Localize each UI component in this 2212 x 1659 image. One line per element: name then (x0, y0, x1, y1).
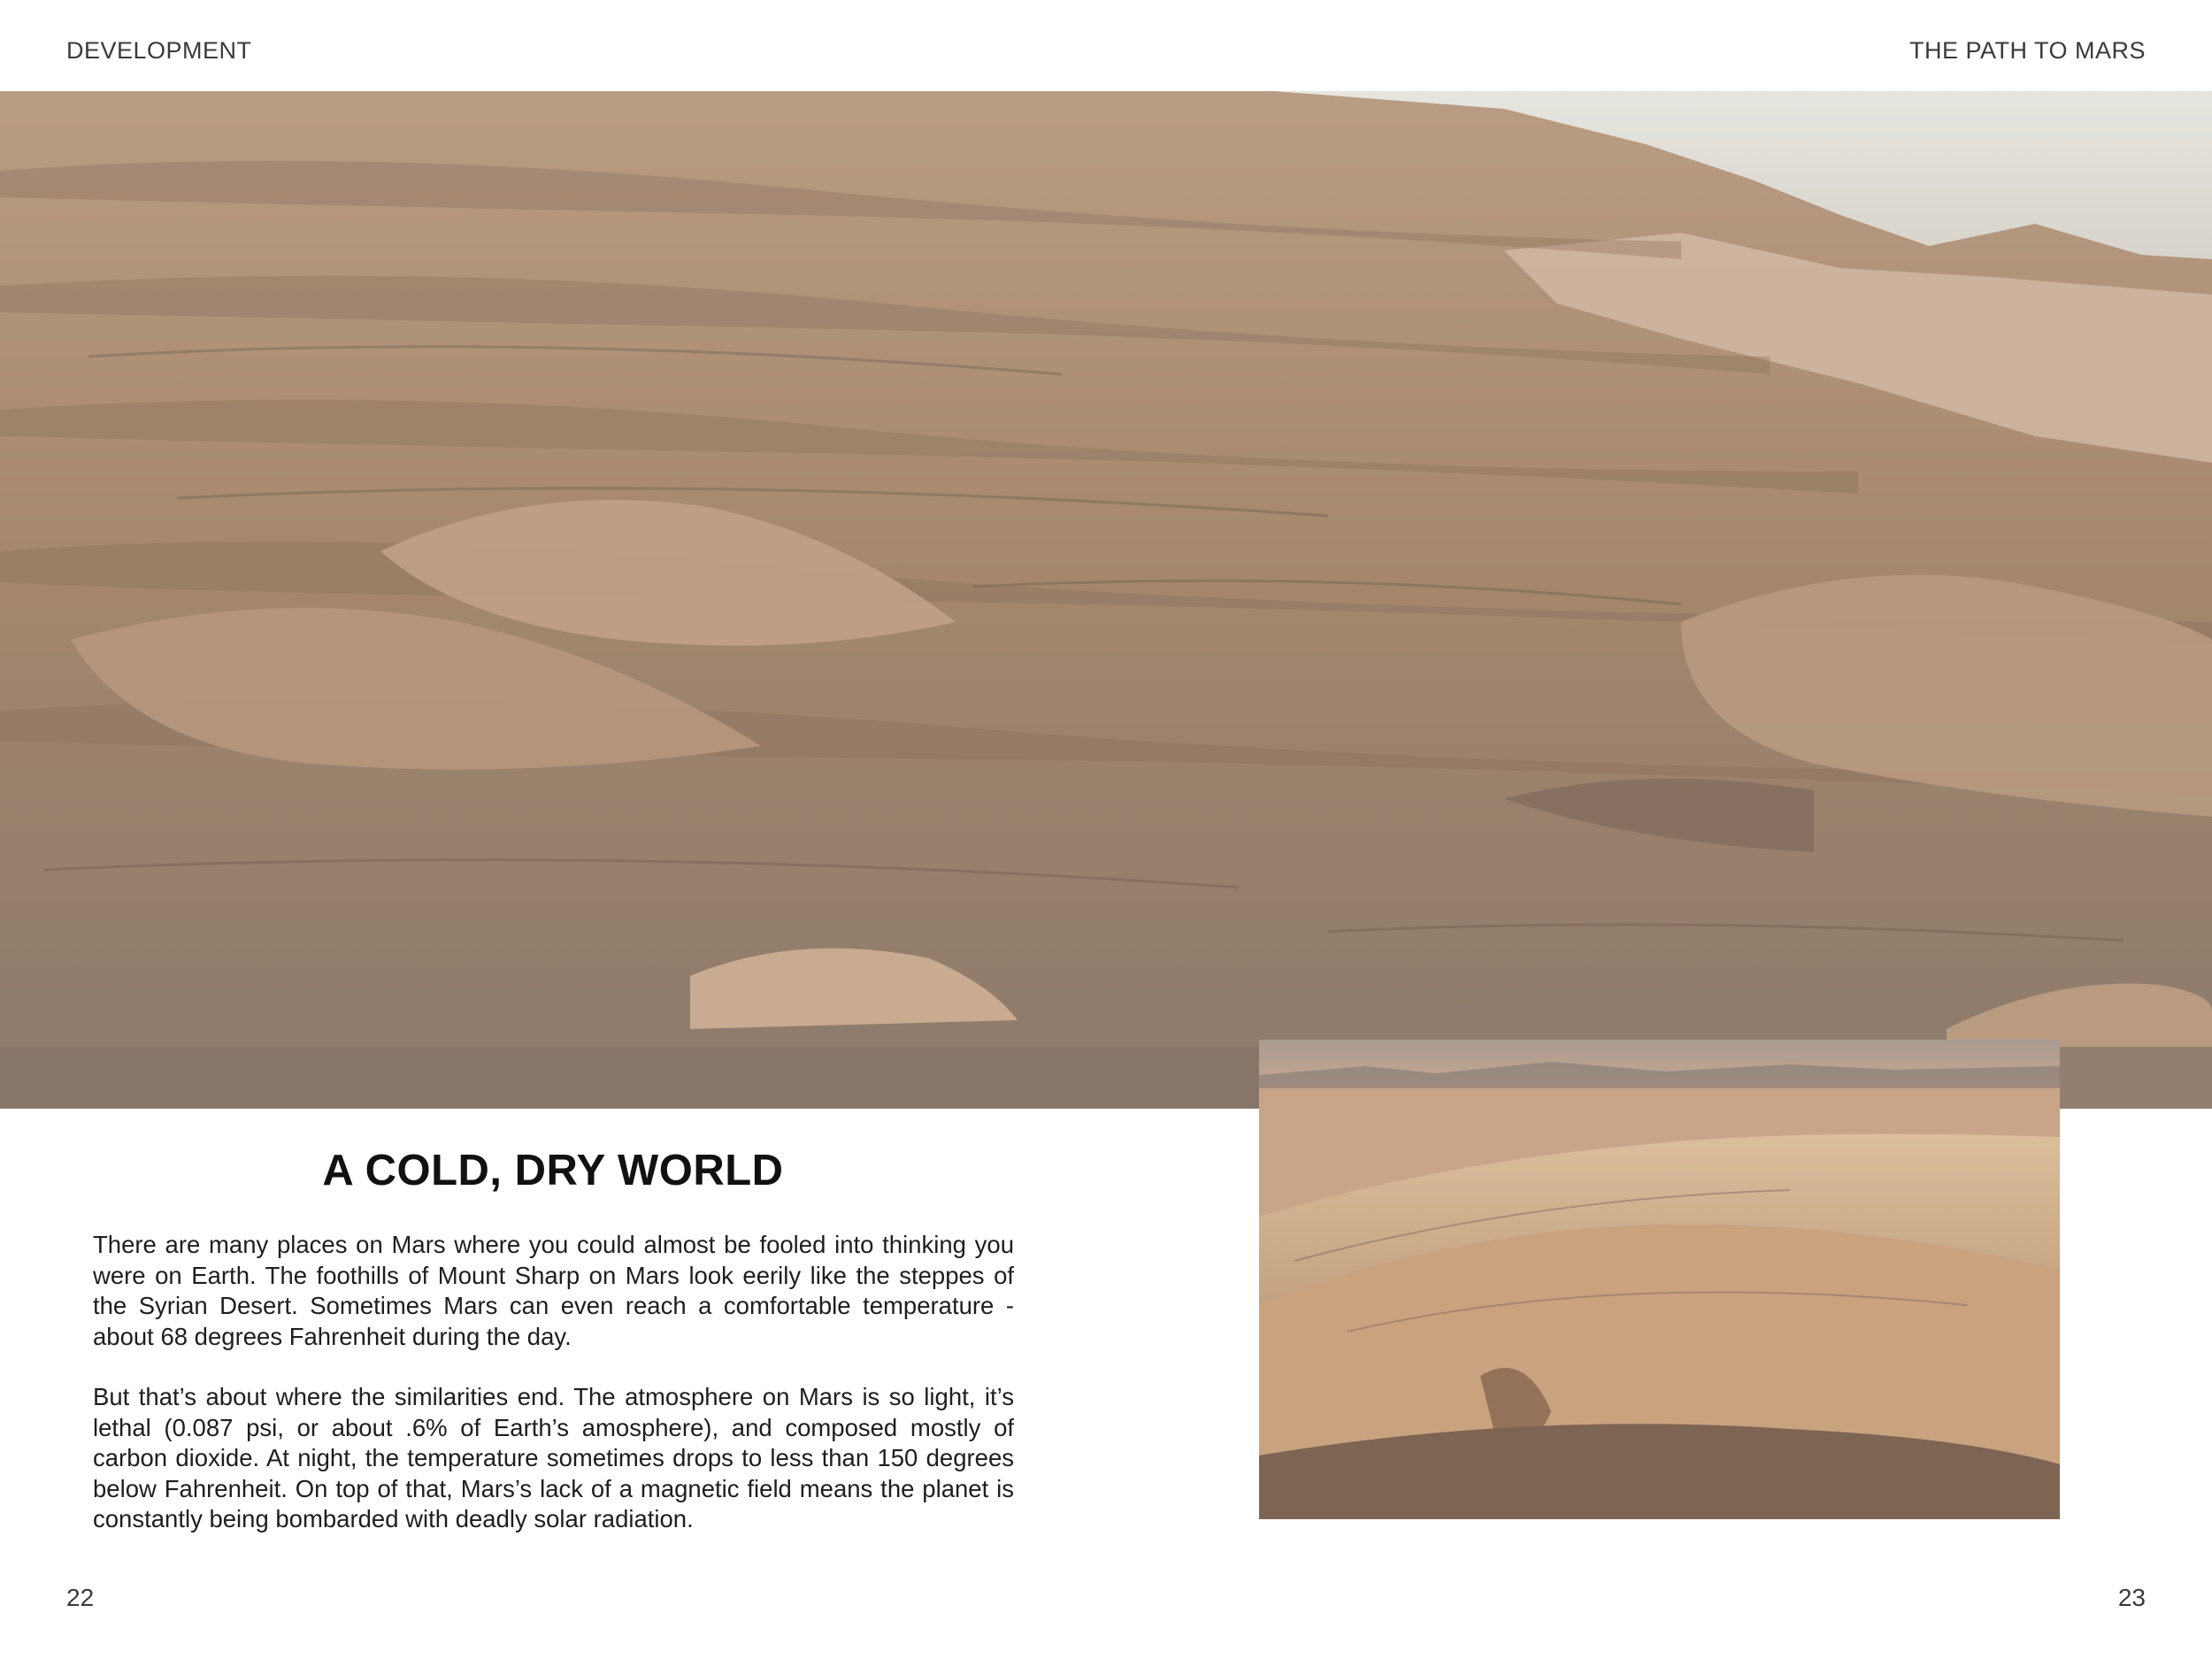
page-number-left: 22 (66, 1584, 95, 1611)
mars-landscape-photo (0, 91, 2212, 1109)
syrian-desert-photo (1259, 1040, 2060, 1519)
section-label-right: THE PATH TO MARS (1909, 37, 2146, 64)
section-label-left: DEVELOPMENT (66, 37, 252, 64)
page-number-right: 23 (2117, 1584, 2146, 1611)
article-title: A COLD, DRY WORLD (322, 1147, 784, 1194)
body-paragraph-1: There are many places on Mars where you could almost be fooled into thinking you were on Earth. The foothills of Mount Sharp on Mars look eerily like the steppes of the Syrian Desert. Sometimes Mars can even reach a comfortable temperature - about 68 degrees Fahrenheit during the day. (93, 1231, 1014, 1350)
body-paragraph-2: But that’s about where the similarities end. The atmosphere on Mars is so light, it’s lethal (0.087 psi, or about .6% of Earth’s amosphere), and composed mostly of carbon dioxide. At night, the temperature sometimes drops to less than 150 degrees below Fahrenheit. On top of that, Mars’s lack of a magnetic field means the planet is constantly being bombarded with deadly solar radiation. (93, 1383, 1014, 1533)
